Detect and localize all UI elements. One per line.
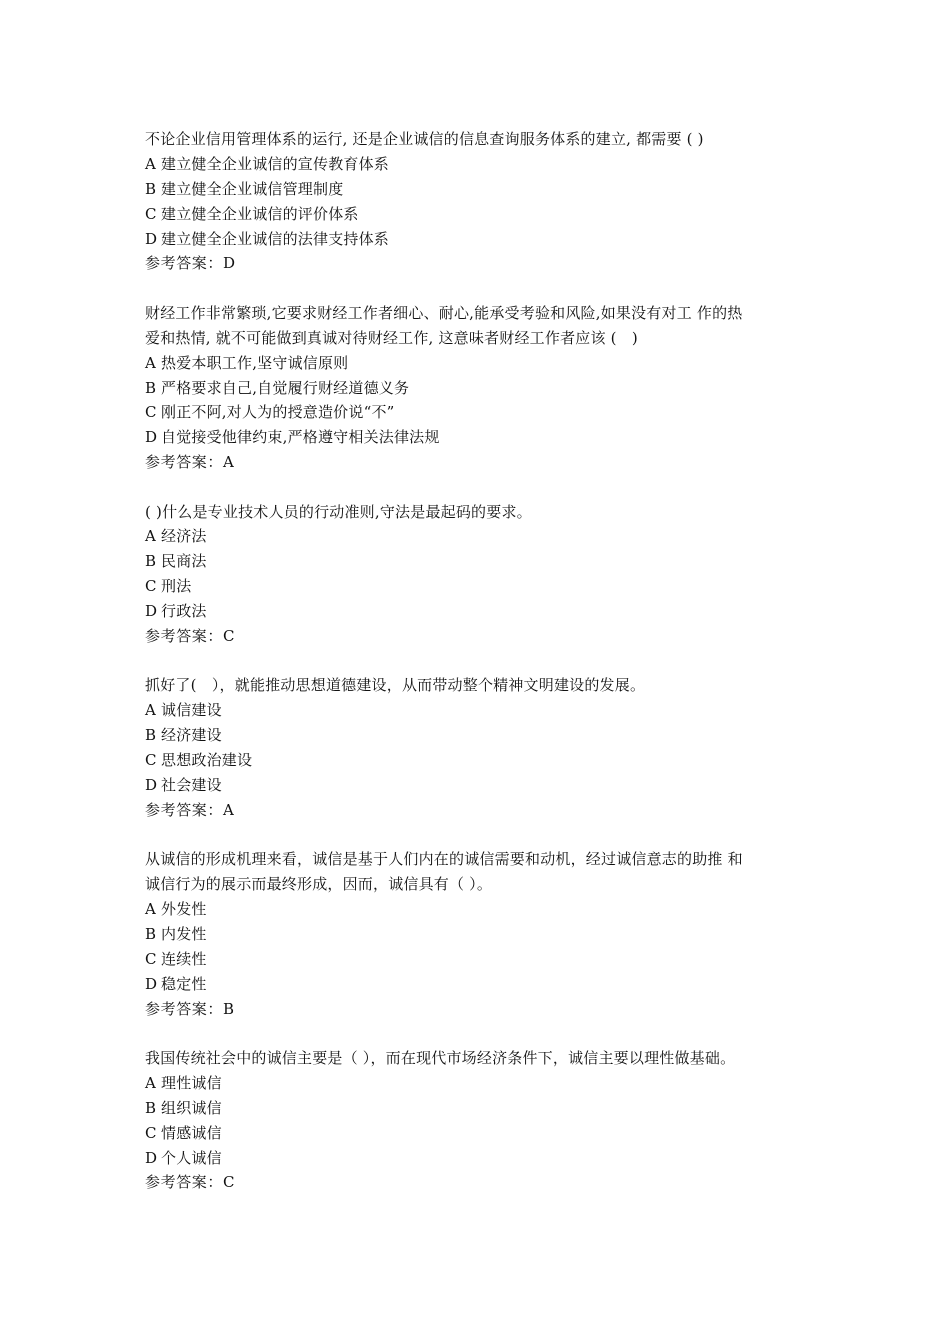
- answer-option: [145, 897, 825, 922]
- question-stem: 财经工作非常繁琐,它要求财经工作者细心、耐心,能承受考验和风险,如果没有对工 作的热: [145, 303, 743, 322]
- option-letter: A: [145, 701, 157, 720]
- answer-option: [145, 748, 825, 773]
- option-letter: B: [145, 179, 157, 198]
- answer-value: C: [223, 1173, 235, 1192]
- question-block: [145, 500, 825, 649]
- answer-option: [145, 947, 825, 972]
- option-letter: C: [145, 949, 157, 968]
- question-block: [145, 1046, 825, 1195]
- answer-label: 参考答案：: [145, 627, 224, 646]
- answer-option: [145, 376, 825, 401]
- option-text: 外发性: [161, 900, 207, 919]
- answer-option: [145, 152, 825, 177]
- option-text: 组织诚信: [161, 1098, 222, 1117]
- option-letter: B: [145, 1098, 157, 1117]
- option-text: 建立健全企业诚信的法律支持体系: [161, 229, 390, 248]
- question-block: [145, 301, 825, 475]
- answer-option: [145, 177, 825, 202]
- option-letter: D: [145, 775, 158, 794]
- option-text: 理性诚信: [161, 1073, 222, 1092]
- question-block: [145, 673, 825, 822]
- option-letter: B: [145, 726, 157, 745]
- option-letter: D: [145, 428, 158, 447]
- option-text: 经济法: [161, 527, 207, 546]
- option-letter: C: [145, 577, 157, 596]
- answer-option: [145, 723, 825, 748]
- document-page: [145, 127, 825, 1220]
- question-stem: ( )什么是专业技术人员的行动准则,守法是最起码的要求。: [145, 502, 532, 521]
- answer-option: [145, 1096, 825, 1121]
- answer-value: D: [223, 254, 236, 273]
- option-letter: C: [145, 751, 157, 770]
- answer-value: C: [223, 627, 235, 646]
- option-letter: A: [145, 353, 157, 372]
- option-letter: D: [145, 1148, 158, 1167]
- option-letter: C: [145, 1123, 157, 1142]
- option-text: 行政法: [161, 602, 207, 621]
- answer-label: 参考答案：: [145, 800, 224, 819]
- option-text: 经济建设: [161, 726, 222, 745]
- option-letter: B: [145, 924, 157, 943]
- option-letter: D: [145, 602, 158, 621]
- answer-value: B: [223, 999, 235, 1018]
- answer-option: [145, 227, 825, 252]
- answer-label: 参考答案：: [145, 999, 224, 1018]
- option-text: 刑法: [161, 577, 192, 596]
- answer-option: [145, 524, 825, 549]
- option-text: 情感诚信: [161, 1123, 222, 1142]
- answer-option: [145, 400, 825, 425]
- option-text: 民商法: [161, 552, 207, 571]
- answer-option: [145, 549, 825, 574]
- option-text: 稳定性: [161, 974, 207, 993]
- question-stem: 不论企业信用管理体系的运行, 还是企业诚信的信息查询服务体系的建立, 都需要 ( ): [145, 130, 704, 148]
- option-text: 诚信建设: [161, 701, 222, 720]
- option-letter: A: [145, 1073, 157, 1092]
- answer-option: [145, 698, 825, 723]
- reference-answer: [145, 450, 825, 475]
- option-text: 刚正不阿,对人为的授意造价说“不”: [161, 403, 395, 422]
- option-text: 建立健全企业诚信管理制度: [161, 179, 344, 198]
- question-block: [145, 847, 825, 1021]
- option-letter: C: [145, 204, 157, 223]
- option-letter: A: [145, 527, 157, 546]
- option-text: 社会建设: [161, 775, 222, 794]
- answer-value: A: [223, 453, 235, 472]
- answer-option: [145, 574, 825, 599]
- reference-answer: [145, 1170, 825, 1195]
- option-text: 建立健全企业诚信的宣传教育体系: [161, 154, 390, 173]
- answer-option: [145, 425, 825, 450]
- reference-answer: [145, 798, 825, 823]
- answer-option: [145, 922, 825, 947]
- answer-option: [145, 1071, 825, 1096]
- answer-option: [145, 972, 825, 997]
- option-letter: B: [145, 378, 157, 397]
- reference-answer: [145, 251, 825, 276]
- question-list: [145, 127, 825, 1195]
- option-text: 内发性: [161, 924, 207, 943]
- question-stem: 抓好了( ），就能推动思想道德建设，从而带动整个精神文明建设的发展。: [145, 676, 646, 695]
- option-text: 自觉接受他律约束,严格遵守相关法律法规: [161, 428, 440, 447]
- reference-answer: [145, 997, 825, 1022]
- answer-option: [145, 351, 825, 376]
- option-letter: B: [145, 552, 157, 571]
- question-block: [145, 127, 825, 276]
- option-text: 连续性: [161, 949, 207, 968]
- option-text: 热爱本职工作,坚守诚信原则: [161, 353, 349, 372]
- reference-answer: [145, 624, 825, 649]
- option-letter: A: [145, 154, 157, 173]
- question-stem: 我国传统社会中的诚信主要是（ ），而在现代市场经济条件下，诚信主要以理性做基础。: [145, 1049, 736, 1067]
- option-text: 个人诚信: [161, 1148, 222, 1167]
- option-text: 严格要求自己,自觉履行财经道德义务: [161, 378, 410, 397]
- answer-option: [145, 1146, 825, 1171]
- question-stem: 爱和热情, 就不可能做到真诚对待财经工作, 这意味者财经工作者应该 ( ): [145, 328, 638, 347]
- answer-option: [145, 202, 825, 227]
- answer-option: [145, 773, 825, 798]
- option-text: 建立健全企业诚信的评价体系: [161, 204, 359, 223]
- answer-label: 参考答案：: [145, 1173, 224, 1192]
- question-stem: 从诚信的形成机理来看，诚信是基于人们内在的诚信需要和动机，经过诚信意志的助推 和: [145, 850, 743, 869]
- option-letter: D: [145, 974, 158, 993]
- question-stem: 诚信行为的展示而最终形成，因而，诚信具有（ ）。: [145, 875, 493, 894]
- option-text: 思想政治建设: [161, 751, 253, 770]
- option-letter: A: [145, 900, 157, 919]
- answer-label: 参考答案：: [145, 453, 224, 472]
- option-letter: D: [145, 229, 158, 248]
- answer-option: [145, 599, 825, 624]
- option-letter: C: [145, 403, 157, 422]
- answer-label: 参考答案：: [145, 254, 224, 273]
- answer-value: A: [223, 800, 235, 819]
- answer-option: [145, 1121, 825, 1146]
